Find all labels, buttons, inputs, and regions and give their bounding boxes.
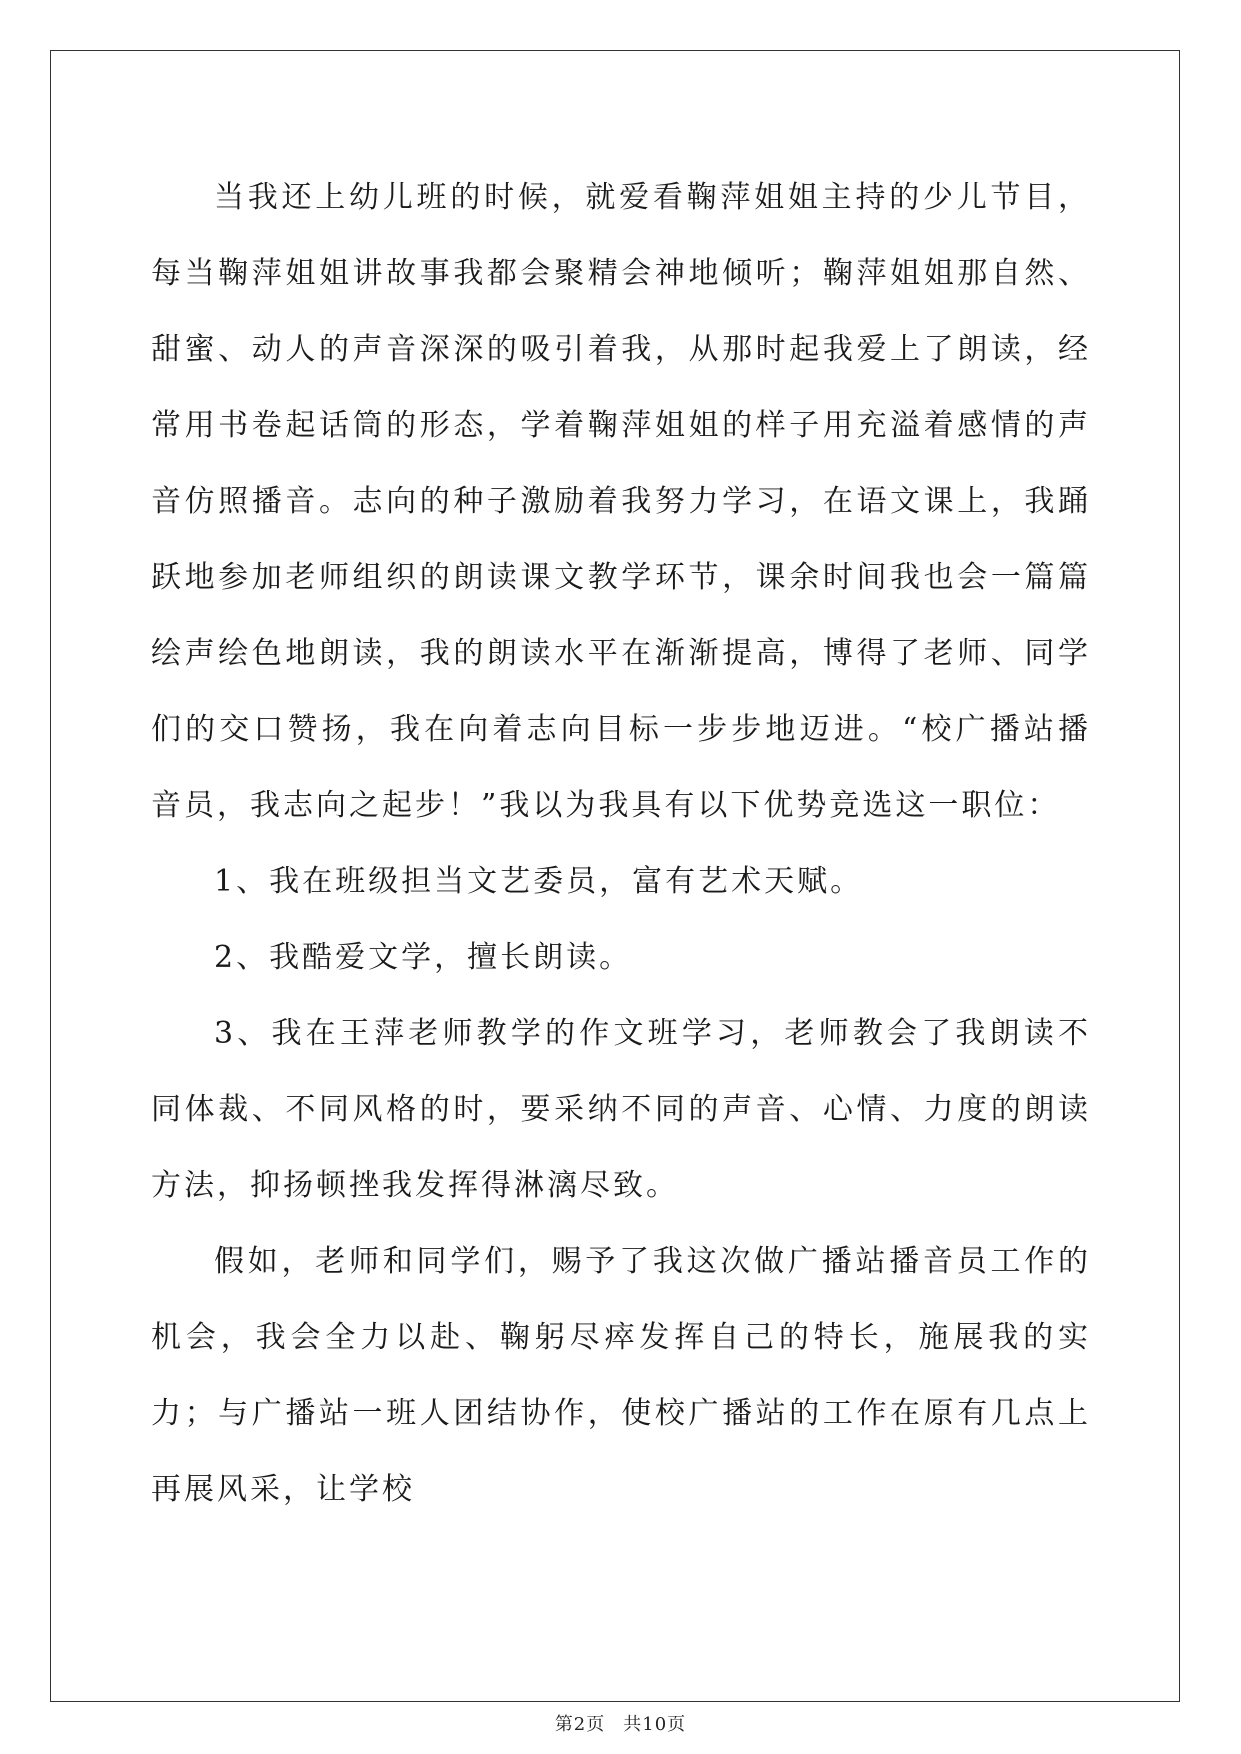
page-footer xyxy=(0,1710,1241,1736)
page-number-current: 第2页 xyxy=(554,1714,606,1735)
document-body xyxy=(151,160,1091,1528)
page-number-total: 共10页 xyxy=(623,1714,687,1735)
paragraph-3: 2、我酷爱文学，擅长朗读。 xyxy=(214,940,633,975)
paragraph-1: 当我还上幼儿班的时候，就爱看鞠萍姐姐主持的少儿节目，每当鞠萍姐姐讲故事我都会聚精会神地倾听；鞠萍姐姐那自然、甜蜜、动人的声音深深的吸引着我，从那时起我爱上了朗读，经常用书卷起话筒的形态，学着鞠萍姐姐的样子用充溢着感情的声音仿照播音。志向的种子激励着我努力学习，在语文课上，我踊跃地参加老师组织的朗读课文教学环节，课余时间我也会一篇篇绘声绘色地朗读，我的朗读水平在渐渐提高，博得了老师、同学们的交口赞扬，我在向着志向目标一步步地迈进。“校广播站播音员，我志向之起步！”我以为我具有以下优势竞选这一职位： xyxy=(151,180,1091,823)
paragraph-4: 3、我在王萍老师教学的作文班学习，老师教会了我朗读不同体裁、不同风格的时，要采纳不同的声音、心情、力度的朗读方法，抑扬顿挫我发挥得淋漓尽致。 xyxy=(151,1016,1091,1203)
paragraph-5: 假如，老师和同学们，赐予了我这次做广播站播音员工作的机会，我会全力以赴、鞠躬尽瘁发挥自己的特长，施展我的实力；与广播站一班人团结协作，使校广播站的工作在原有几点上再展风采，让学校 xyxy=(151,1244,1091,1507)
paragraph-2: 1、我在班级担当文艺委员，富有艺术天赋。 xyxy=(214,864,864,899)
